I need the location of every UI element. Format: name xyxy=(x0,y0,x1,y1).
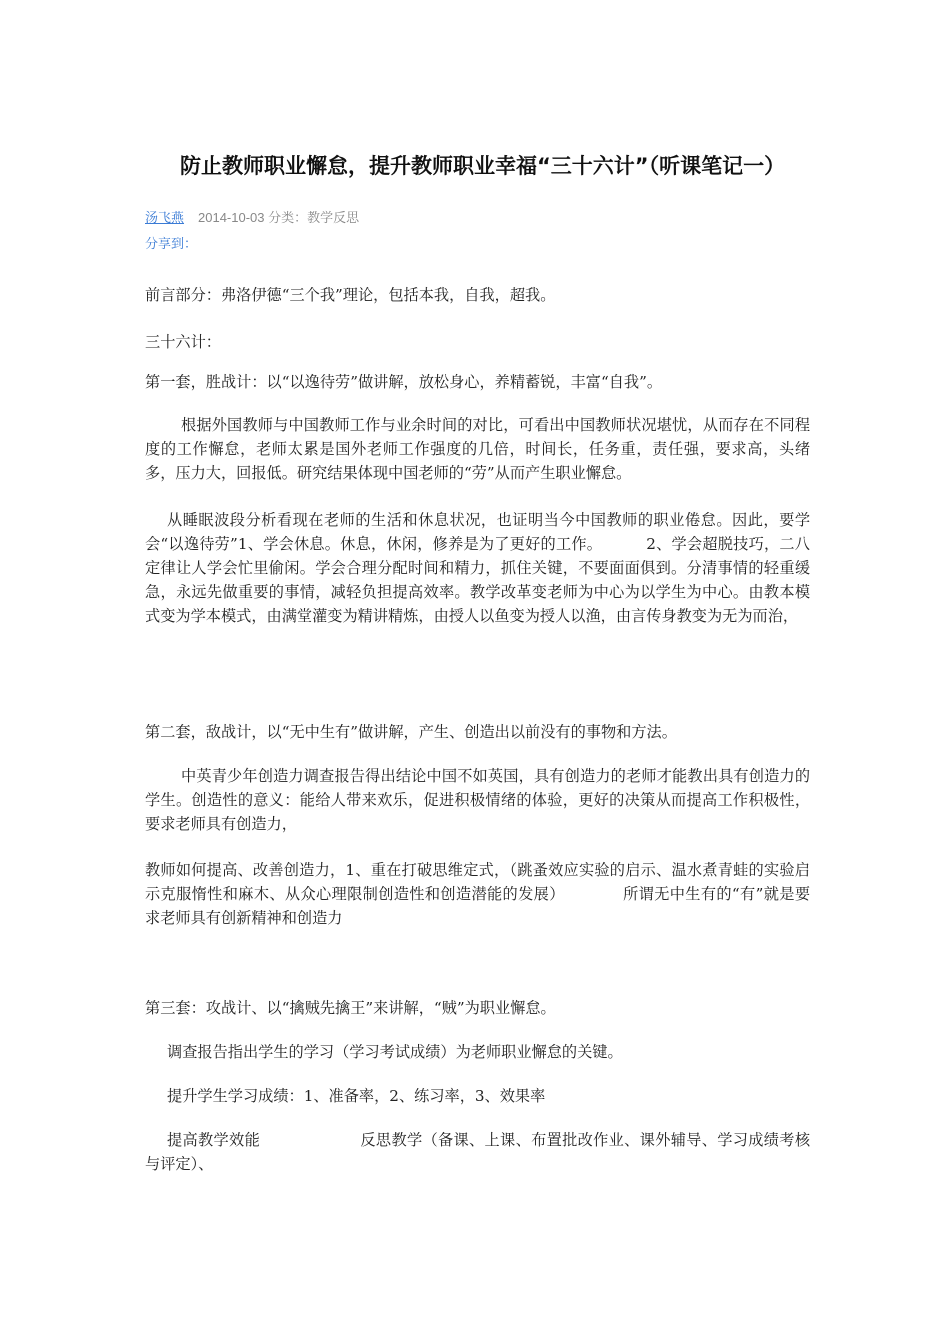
article-title: 防止教师职业懈怠，提升教师职业幸福“三十六计”（听课笔记一） xyxy=(180,154,786,178)
article-category: 分类：教学反思 xyxy=(268,210,360,225)
share-link[interactable]: 分享到： xyxy=(145,236,198,251)
author-link[interactable]: 汤飞燕 xyxy=(145,210,185,225)
paragraph-improve-creativity xyxy=(145,858,810,930)
article-date: 2014-10-03 xyxy=(198,210,265,225)
paragraph-efficiency-part1: 提高教学效能 xyxy=(167,1131,261,1149)
paragraph-set-one: 第一套，胜战计：以“以逸待劳”做讲解，放松身心，养精蓄锐，丰富“自我”。 xyxy=(145,373,663,391)
paragraph-sleep-part2: 2、学会超脱技巧，二八定律让人学会忙里偷闲。学会合理分配时间和精力，抓住关键，不要面面俱到。分清事情的轻重缓急，永远先做重要的事情，减轻负担提高效率。教学改革变老师为中心为以学生为中心。由教本模式变为学本模式，由满堂灌变为精讲精炼，由授人以鱼变为授人以渔，由言传身教变为无为而治， xyxy=(145,535,810,625)
paragraph-set-three: 第三套：攻战计、以“擒贼先擒王”来讲解，“贼”为职业懈怠。 xyxy=(145,999,556,1017)
paragraph-survey: 调查报告指出学生的学习（学习考试成绩）为老师职业懈怠的关键。 xyxy=(167,1043,623,1061)
paragraph-sleep-analysis xyxy=(145,508,810,628)
paragraph-efficiency-part2: 反思教学（备课、上课、布置批改作业、课外辅导、学习成绩考核与评定）、 xyxy=(145,1131,811,1173)
paragraph-teaching-efficiency xyxy=(145,1128,810,1176)
paragraph-improve-part1: 教师如何提高、改善创造力，1、重在打破思维定式，（跳蚤效应实验的启示、温水煮青蛙的实验启示克服惰性和麻木、从众心理限制创造性和创造潜能的发展） xyxy=(145,861,810,903)
paragraph-improve-scores: 提升学生学习成绩：1、准备率，2、练习率，3、效果率 xyxy=(167,1087,546,1105)
paragraph-set-two: 第二套，敌战计，以“无中生有”做讲解，产生、创造出以前没有的事物和方法。 xyxy=(145,723,677,741)
paragraph-heading-36: 三十六计： xyxy=(145,333,221,351)
article-meta xyxy=(145,209,359,227)
paragraph-comparison: 根据外国教师与中国教师工作与业余时间的对比，可看出中国教师状况堪忧，从而存在不同程度的工作懈怠，老师太累是国外老师工作强度的几倍，时间长，任务重，责任强，要求高，头绪多，压力大，回报低。研究结果体现中国老师的“劳”从而产生职业懈怠。 xyxy=(145,416,810,482)
paragraph-improve-part2: 所谓无中生有的“有”就是要求老师具有创新精神和创造力 xyxy=(145,885,811,927)
paragraph-sleep-part1: 从睡眠波段分析看现在老师的生活和休息状况，也证明当今中国教师的职业倦怠。因此，要学会“以逸待劳”1、学会休息。休息，休闲，修养是为了更好的工作。 xyxy=(145,511,810,553)
paragraph-preface: 前言部分：弗洛伊德“三个我”理论，包括本我，自我，超我。 xyxy=(145,286,556,304)
paragraph-creativity-report: 中英青少年创造力调查报告得出结论中国不如英国，具有创造力的老师才能教出具有创造力的学生。创造性的意义：能给人带来欢乐，促进积极情绪的体验，更好的决策从而提高工作积极性，要求老师具有创造力， xyxy=(145,767,810,833)
